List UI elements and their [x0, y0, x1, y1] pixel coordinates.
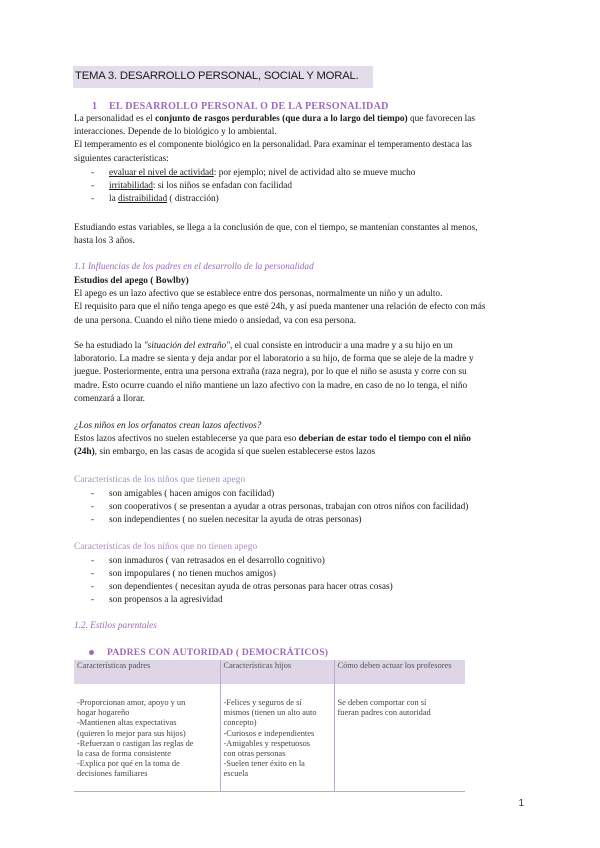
extrano-line-5: comenzará a llorar.: [74, 393, 145, 404]
table-cell-profesores: Se deben comportar con sí fueran padres con autoridad: [334, 684, 465, 792]
list-item: - la distraibilidad ( distracción): [91, 194, 219, 204]
extrano-paragraph: Se ha estudiado la "situación del extraño", el cual consiste en introducir a una madre y a su hijo en un laboratorio. La madre se sienta y deja andar por el laboratorio a su hijo, de forma que se aleje de la madre y juegue. Posteriormente, entra una persona extraña (raza negra), por lo que el niño se asusta y corre con su madre. Esto ocurre cuando el niño mantiene un lazo afectivo con la madre, en caso de no lo tenga, el niño comenzará a llorar.: [74, 340, 474, 406]
list-item: - son cooperativos ( se presentan a ayudar a otras personas, trabajan con otros niños con facilidad): [91, 502, 469, 512]
con-apego-heading: Características de los niños que tienen apego: [74, 475, 246, 485]
apego-line-2: El requisito para que el niño tenga apego es que esté 24h, y así pueda mantener una relación de efecto con más: [74, 302, 486, 313]
apego-line-3: de una persona. Cuando el niño tiene miedo o ansiedad, va con esa persona.: [74, 315, 356, 326]
table-cell-padres: -Proporcionan amor, apoyo y un hogar hogareño -Mantienen altas expectativas (quieren lo mejor para sus hijos) -Refuerzan o castigan las reglas de la casa de forma consistente -Explica por qué en la toma de decisiones familiares: [74, 684, 220, 792]
section-1-number: 1: [92, 101, 98, 112]
temperamento-list: [91, 167, 415, 206]
personalidad-line-3: El temperamento es el componente biológico en la personalidad. Para examinar el temperamento destaca las: [74, 140, 472, 151]
apego-line-1: El apego es un lazo afectivo que se establece entre dos personas, normalmente un niño y un adulto.: [74, 289, 443, 300]
table-header: Cómo deben actuar los profesores: [334, 660, 465, 684]
autoridad-table: [74, 660, 465, 792]
personalidad-text-a: La personalidad es el: [74, 114, 156, 124]
personalidad-line-2: interacciones. Depende de lo biológico y lo ambiental.: [74, 127, 277, 138]
section-1-title: EL DESARROLLO PERSONAL O DE LA PERSONALIDAD: [109, 101, 389, 112]
estudiando-paragraph: [74, 222, 478, 248]
section-1-2-heading: 1.2. Estilos parentales: [74, 621, 157, 631]
apego-paragraph: [74, 275, 486, 328]
orfanatos-paragraph: ¿Los niños en los orfanatos crean lazos afectivos? Estos lazos afectivos no suelen establecerse ya que para eso deberían de estar todo el tiempo con el niño (24h), sin embargo, en las casas de acogida sí que suelen establecerse estos lazos: [74, 421, 471, 458]
table-cell-hijos: -Felices y seguros de sí mismos (tienen un alto auto concepto) -Curiosos e independientes -Amigables y respetuosos con otras personas -Suelen tener éxito en la escuela: [220, 684, 334, 792]
estudiando-line-2: hasta los 3 años.: [74, 236, 135, 247]
personalidad-bold: conjunto de rasgos perdurables (que dura a lo largo del tiempo): [155, 114, 408, 124]
orfanatos-bold: deberían de estar todo el tiempo con el niño: [298, 434, 471, 445]
extrano-line-3: juegue. Posteriormente, entra una persona extraña (raza negra), por lo que el niño se asusta y corre con su: [74, 367, 467, 378]
list-item: - son independientes ( no suelen necesitar la ayuda de otras personas): [91, 515, 362, 525]
personalidad-line-4: siguientes características:: [74, 153, 169, 164]
list-item: - irritabilidad: si los niños se enfadan con facilidad: [91, 181, 293, 191]
list-item: - son impopulares ( no tienen muchos amigos): [91, 569, 276, 579]
extrano-term: "situación del extraño": [143, 341, 231, 351]
list-item: - son amigables ( hacen amigos con facilidad): [91, 489, 275, 499]
sin-apego-heading: Características de los niños que no tienen apego: [74, 542, 258, 552]
orfanatos-question: ¿Los niños en los orfanatos crean lazos afectivos?: [74, 421, 262, 431]
table-header: Características padres: [74, 660, 220, 684]
apego-heading: Estudios del apego ( Bowlby): [74, 276, 189, 286]
extrano-line-2: laboratorio. La madre se sienta y deja andar por el laboratorio a su hijo, de forma que se aleje de la madre y: [74, 354, 474, 365]
personalidad-paragraph: [74, 113, 526, 166]
table-header: Características hijos: [220, 660, 334, 684]
bullet-icon: [89, 650, 94, 655]
page-title: TEMA 3. DESARROLLO PERSONAL, SOCIAL Y MORAL.: [75, 70, 359, 82]
list-item: - son dependientes ( necesitan ayuda de otras personas para hacer otras cosas): [91, 582, 393, 592]
list-item: - son inmaduros ( van retrasados en el desarrollo cognitivo): [91, 556, 325, 566]
section-1-heading: [92, 101, 389, 112]
list-item: - evaluar el nivel de actividad: por ejemplo; nivel de actividad alto se mueve mucho: [91, 168, 416, 178]
page-number: 1: [518, 798, 524, 809]
personalidad-text-c: que favorecen las: [407, 114, 476, 124]
estudiando-line-1: Estudiando estas variables, se llega a la conclusión de que, con el tiempo, se mantenían constantes al menos,: [74, 223, 478, 233]
autoridad-title: PADRES CON AUTORIDAD ( DEMOCRÁTICOS): [107, 647, 329, 658]
list-item: - son propensos a la agresividad: [91, 595, 223, 605]
extrano-line-4: madre. Esto ocurre cuando el niño mantiene un lazo afectivo con la madre, en caso de no lo tenga, el niño: [74, 380, 468, 391]
autoridad-heading: [89, 647, 328, 658]
sin-apego-list: [91, 555, 393, 607]
con-apego-list: [91, 488, 468, 527]
section-1-1-heading: 1.1 Influencias de los padres en el desarrollo de la personalidad: [74, 262, 314, 272]
